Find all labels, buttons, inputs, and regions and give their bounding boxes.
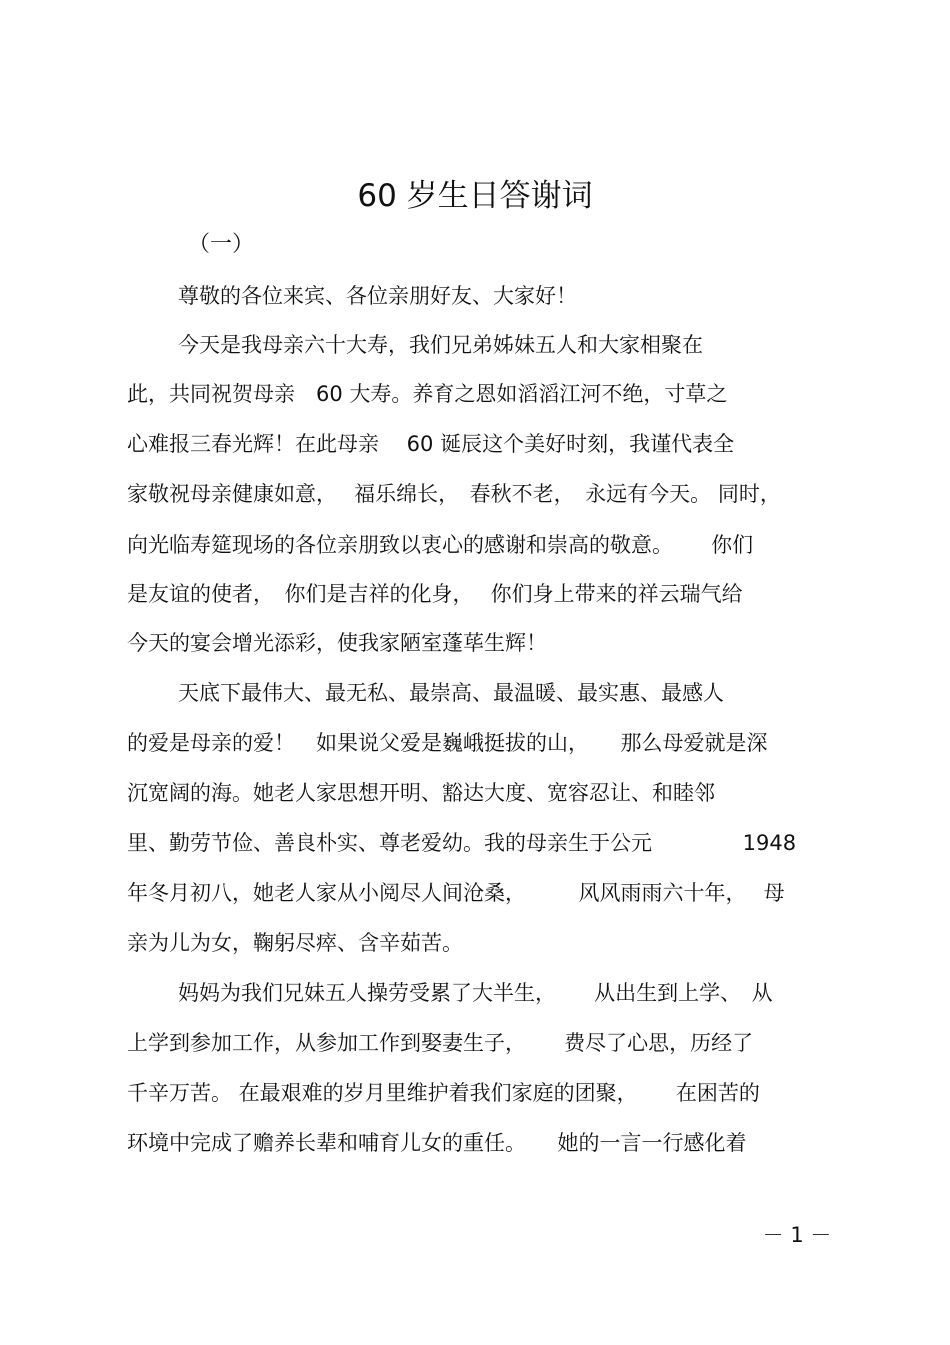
text-line: 是友谊的使者， 你们是吉祥的化身， 你们身上带来的祥云瑞气给 bbox=[127, 582, 743, 606]
text-line: 此，共同祝贺母亲 60 大寿。养育之恩如滔滔江河不绝，寸草之 bbox=[127, 382, 728, 406]
text-line-greeting: 尊敬的各位来宾、各位亲朋好友、大家好！ bbox=[178, 284, 577, 308]
text-line: 今天是我母亲六十大寿，我们兄弟姊妹五人和大家相聚在 bbox=[178, 333, 703, 357]
text-line: 向光临寿筵现场的各位亲朋致以衷心的感谢和崇高的敬意。 你们 bbox=[127, 533, 754, 557]
page-number: － 1 － bbox=[762, 1223, 832, 1247]
text-line: 心难报三春光辉！在此母亲 60 诞辰这个美好时刻，我谨代表全 bbox=[127, 432, 735, 456]
text-line: 环境中完成了赡养长辈和哺育儿女的重任。 她的一言一行感化着 bbox=[127, 1131, 747, 1155]
text-line: 千辛万苦。 在最艰难的岁月里维护着我们家庭的团聚， 在困苦的 bbox=[127, 1081, 760, 1105]
text-line: 家敬祝母亲健康如意， 福乐绵长， 春秋不老， 永远有今天。 同时， bbox=[127, 482, 781, 506]
text-line: 的爱是母亲的爱！ 如果说父爱是巍峨挺拔的山， 那么母爱就是深 bbox=[127, 731, 768, 755]
section-label: （一） bbox=[188, 232, 255, 257]
text-line: 里、勤劳节俭、善良朴实、尊老爱幼。我的母亲生于公元 1948 bbox=[127, 831, 797, 855]
text-line: 沉宽阔的海。她老人家思想开明、豁达大度、宽容忍让、和睦邻 bbox=[127, 781, 715, 805]
text-line: 年冬月初八，她老人家从小阅尽人间沧桑， 风风雨雨六十年， 母 bbox=[127, 881, 785, 905]
text-line: 上学到参加工作，从参加工作到娶妻生子， 费尽了心思，历经了 bbox=[127, 1031, 754, 1055]
text-line: 今天的宴会增光添彩，使我家陋室蓬荜生辉！ bbox=[127, 631, 547, 655]
text-line: 妈妈为我们兄妹五人操劳受累了大半生， 从出生到上学、 从 bbox=[178, 981, 773, 1005]
document-title: 60 岁生日答谢词 bbox=[357, 178, 593, 214]
text-line: 天底下最伟大、最无私、最崇高、最温暖、最实惠、最感人 bbox=[178, 681, 724, 705]
text-line: 亲为儿为女，鞠躬尽瘁、含辛茹苦。 bbox=[127, 931, 463, 955]
